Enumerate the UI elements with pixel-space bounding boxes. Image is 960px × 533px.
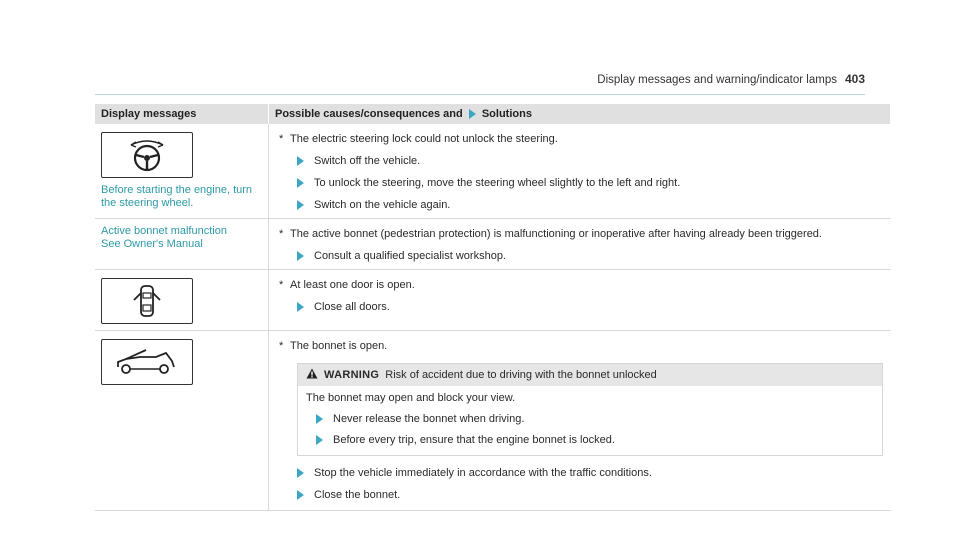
arrow-icon xyxy=(469,109,476,119)
col-header-causes-label: Possible causes/consequences and xyxy=(275,108,463,120)
solution-text: Switch off the vehicle. xyxy=(314,155,421,167)
solution-text: Never release the bonnet when driving. xyxy=(333,413,525,425)
cause-line: * The electric steering lock could not unlock the steering. xyxy=(279,133,558,145)
display-message-cell xyxy=(95,270,269,331)
table-row xyxy=(95,219,891,270)
solution-text: Consult a qualified specialist workshop. xyxy=(314,250,506,262)
causes-cell xyxy=(269,219,891,270)
display-message-cell xyxy=(95,124,269,219)
arrow-icon xyxy=(316,435,323,445)
table-row xyxy=(95,124,891,219)
warning-heading: Risk of accident due to driving with the bonnet unlocked xyxy=(385,369,657,381)
header-divider xyxy=(95,94,865,95)
display-message-line2: See Owner's Manual xyxy=(101,238,203,250)
arrow-icon xyxy=(297,178,304,188)
solution-step xyxy=(297,488,885,502)
solution-text: Close the bonnet. xyxy=(314,489,401,501)
arrow-icon xyxy=(316,414,323,424)
solution-step xyxy=(297,198,885,212)
col-header-display-messages: Display messages xyxy=(95,104,269,124)
arrow-icon xyxy=(297,302,304,312)
messages-table xyxy=(95,104,891,511)
arrow-icon xyxy=(297,468,304,478)
cause-line: * The active bonnet (pedestrian protection) is malfunctioning or inoperative after having already been triggered. xyxy=(279,228,822,240)
solution-step xyxy=(316,433,874,447)
display-message-text: Before starting the engine, turn the steering wheel. xyxy=(101,184,253,209)
steering-wheel-icon xyxy=(101,132,193,178)
warning-text: The bonnet may open and block your view. xyxy=(306,392,516,404)
car-door-open-icon xyxy=(101,278,193,324)
solution-step xyxy=(297,249,885,263)
warning-title xyxy=(298,364,882,386)
causes-cell xyxy=(269,124,891,219)
arrow-icon xyxy=(297,251,304,261)
solution-step xyxy=(297,466,885,480)
col-header-causes-solutions xyxy=(269,104,891,124)
solution-text: Before every trip, ensure that the engine bonnet is locked. xyxy=(333,434,615,446)
cause-text: The bonnet is open. xyxy=(290,340,388,352)
warning-box xyxy=(297,363,883,456)
warning-label: WARNING xyxy=(324,369,380,381)
display-message-line1: Active bonnet malfunction xyxy=(101,225,227,237)
col-header-solutions-label: Solutions xyxy=(481,108,532,120)
cause-text: At least one door is open. xyxy=(290,279,415,291)
solution-text: Close all doors. xyxy=(314,301,390,313)
cause-text: The electric steering lock could not unlock the steering. xyxy=(290,133,558,145)
solution-step xyxy=(297,300,885,314)
cause-text: The active bonnet (pedestrian protection) is malfunctioning or inoperative after having already been triggered. xyxy=(290,228,822,240)
solution-text: Stop the vehicle immediately in accordance with the traffic conditions. xyxy=(314,467,652,479)
arrow-icon xyxy=(297,490,304,500)
solution-step xyxy=(316,412,874,426)
car-bonnet-open-icon xyxy=(101,339,193,385)
causes-cell xyxy=(269,270,891,331)
arrow-icon xyxy=(297,156,304,166)
table-row xyxy=(95,270,891,331)
section-title: Display messages and warning/indicator lamps xyxy=(597,74,837,86)
table-row xyxy=(95,331,891,511)
page-header xyxy=(597,72,865,86)
warning-triangle-icon xyxy=(306,368,318,382)
warning-body xyxy=(298,386,882,455)
cause-line: * The bonnet is open. xyxy=(279,340,388,352)
solution-step xyxy=(297,154,885,168)
solution-text: To unlock the steering, move the steering wheel slightly to the left and right. xyxy=(314,177,681,189)
solution-step xyxy=(297,176,885,190)
solution-text: Switch on the vehicle again. xyxy=(314,199,451,211)
cause-line: * At least one door is open. xyxy=(279,279,415,291)
page-number: 403 xyxy=(844,72,865,86)
arrow-icon xyxy=(297,200,304,210)
display-message-cell xyxy=(95,219,269,270)
display-message-cell xyxy=(95,331,269,511)
causes-cell xyxy=(269,331,891,511)
